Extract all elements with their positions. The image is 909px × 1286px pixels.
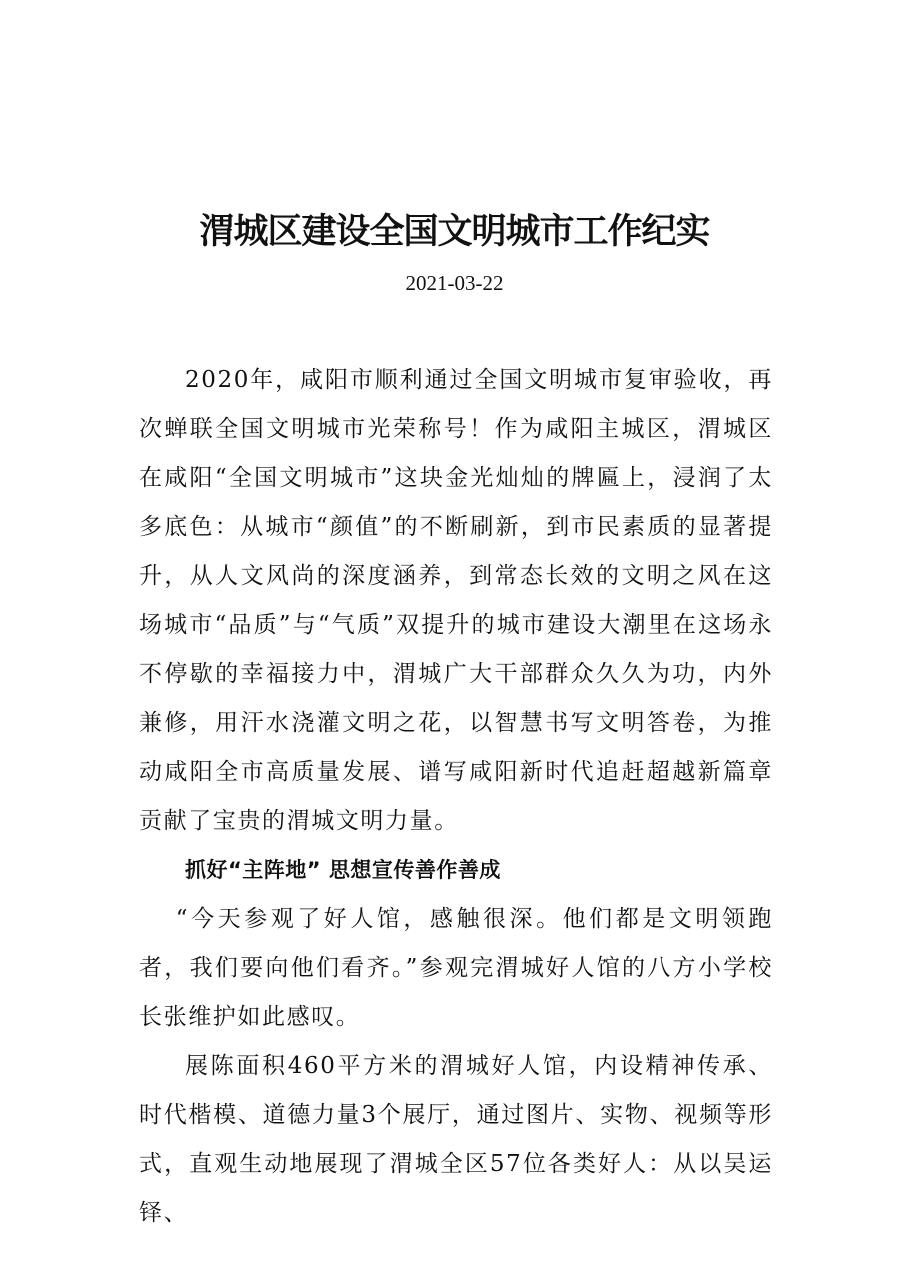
section-heading: 抓好“主阵地” 思想宣传善作善成 <box>185 858 501 882</box>
article-body <box>139 356 773 1238</box>
paragraph-intro: 2020年，咸阳市顺利通过全国文明城市复审验收，再次蝉联全国文明城市光荣称号！作为咸阳主城区，渭城区在咸阳“全国文明城市”这块金光灿灿的牌匾上，浸润了太多底色：从城市“颜值”的不断刷新，到市民素质的显著提升，从人文风尚的深度涵养，到常态长效的文明之风在这场城市“品质”与“气质”双提升的城市建设大潮里在这场永不停歇的幸福接力中，渭城广大干部群众久久为功，内外兼修，用汗水浇灌文明之花，以智慧书写文明答卷，为推动咸阳全市高质量发展、谱写咸阳新时代追赶超越新篇章贡献了宝贵的渭城文明力量。 <box>139 367 773 834</box>
paragraph-quote: “今天参观了好人馆，感触很深。他们都是文明领跑者，我们要向他们看齐。”参观完渭城好人馆的八方小学校长张维护如此感叹。 <box>139 906 773 1030</box>
paragraph-exhibition: 展陈面积460平方米的渭城好人馆，内设精神传承、时代楷模、道德力量3个展厅，通过图片、实物、视频等形式，直观生动地展现了渭城全区57位各类好人：从以吴运铎、 <box>139 1053 773 1226</box>
publish-date: 2021-03-22 <box>405 271 504 295</box>
document-title: 渭城区建设全国文明城市工作纪实 <box>199 212 710 252</box>
